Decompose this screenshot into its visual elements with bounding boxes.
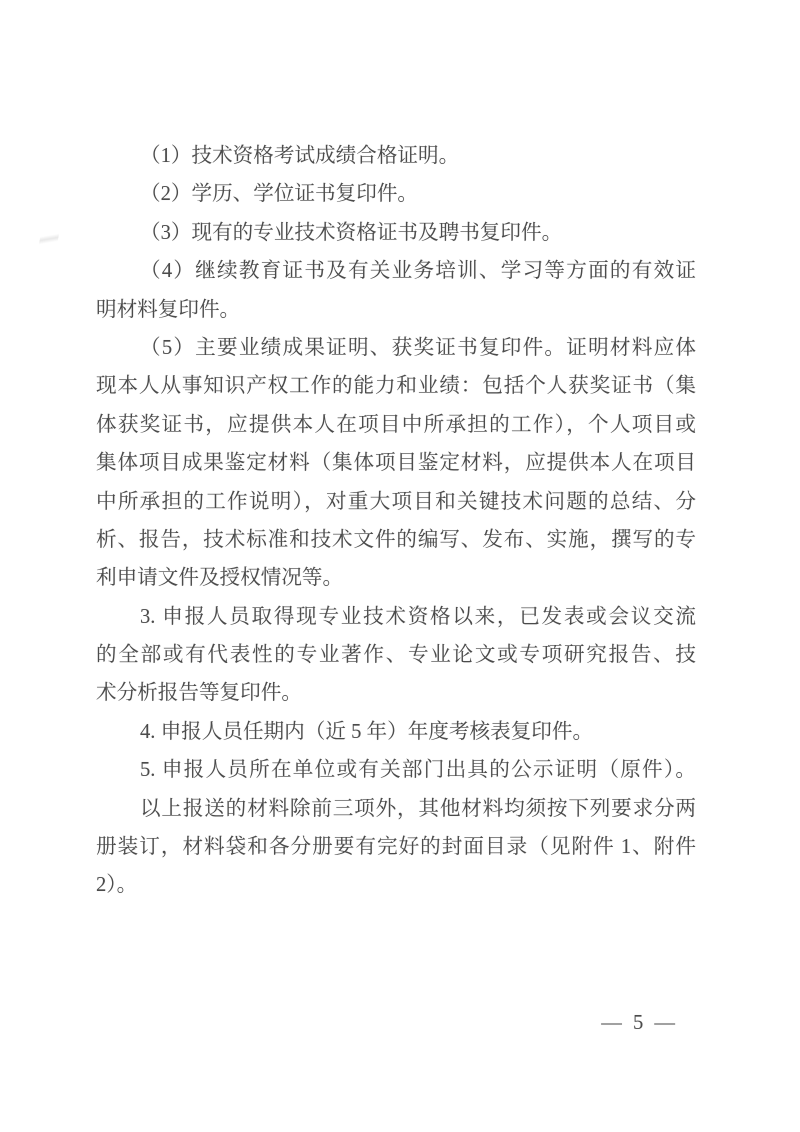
text-line: 2）。 xyxy=(96,874,138,897)
text-line: 现本人从事知识产权工作的能力和业绩：包括个人获奖证书（集 xyxy=(96,375,696,398)
text-line: 体获奖证书，应提供本人在项目中所承担的工作），个人项目或 xyxy=(96,413,696,436)
scan-artifact xyxy=(38,225,60,254)
text-line: （3）现有的专业技术资格证书及聘书复印件。 xyxy=(140,221,563,244)
text-line: 术分析报告等复印件。 xyxy=(96,682,302,705)
text-line: （4）继续教育证书及有关业务培训、学习等方面的有效证 xyxy=(140,260,696,283)
text-line: 析、报告，技术标准和技术文件的编写、发布、实施，撰写的专 xyxy=(96,528,696,551)
document-body xyxy=(96,137,696,905)
text-line: 5. 申报人员所在单位或有关部门出具的公示证明（原件）。 xyxy=(140,759,696,782)
text-line: 中所承担的工作说明），对重大项目和关键技术问题的总结、分 xyxy=(96,490,696,513)
text-line: 册装订，材料袋和各分册要有完好的封面目录（见附件 1、附件 xyxy=(96,836,696,859)
text-line: 的全部或有代表性的专业著作、专业论文或专项研究报告、技 xyxy=(96,644,696,667)
text-line: （2）学历、学位证书复印件。 xyxy=(140,183,419,206)
text-line: 3. 申报人员取得现专业技术资格以来，已发表或会议交流 xyxy=(140,605,696,628)
text-line: 以上报送的材料除前三项外，其他材料均须按下列要求分两 xyxy=(140,797,696,820)
text-line: （5）主要业绩成果证明、获奖证书复印件。证明材料应体 xyxy=(140,336,696,359)
text-line: 4. 申报人员任期内（近 5 年）年度考核表复印件。 xyxy=(140,720,594,743)
page-number: — 5 — xyxy=(601,1012,678,1034)
text-line: 明材料复印件。 xyxy=(96,298,241,321)
text-line: 集体项目成果鉴定材料（集体项目鉴定材料，应提供本人在项目 xyxy=(96,452,696,475)
text-line: （1）技术资格考试成绩合格证明。 xyxy=(140,145,460,167)
text-line: 利申请文件及授权情况等。 xyxy=(96,567,344,590)
